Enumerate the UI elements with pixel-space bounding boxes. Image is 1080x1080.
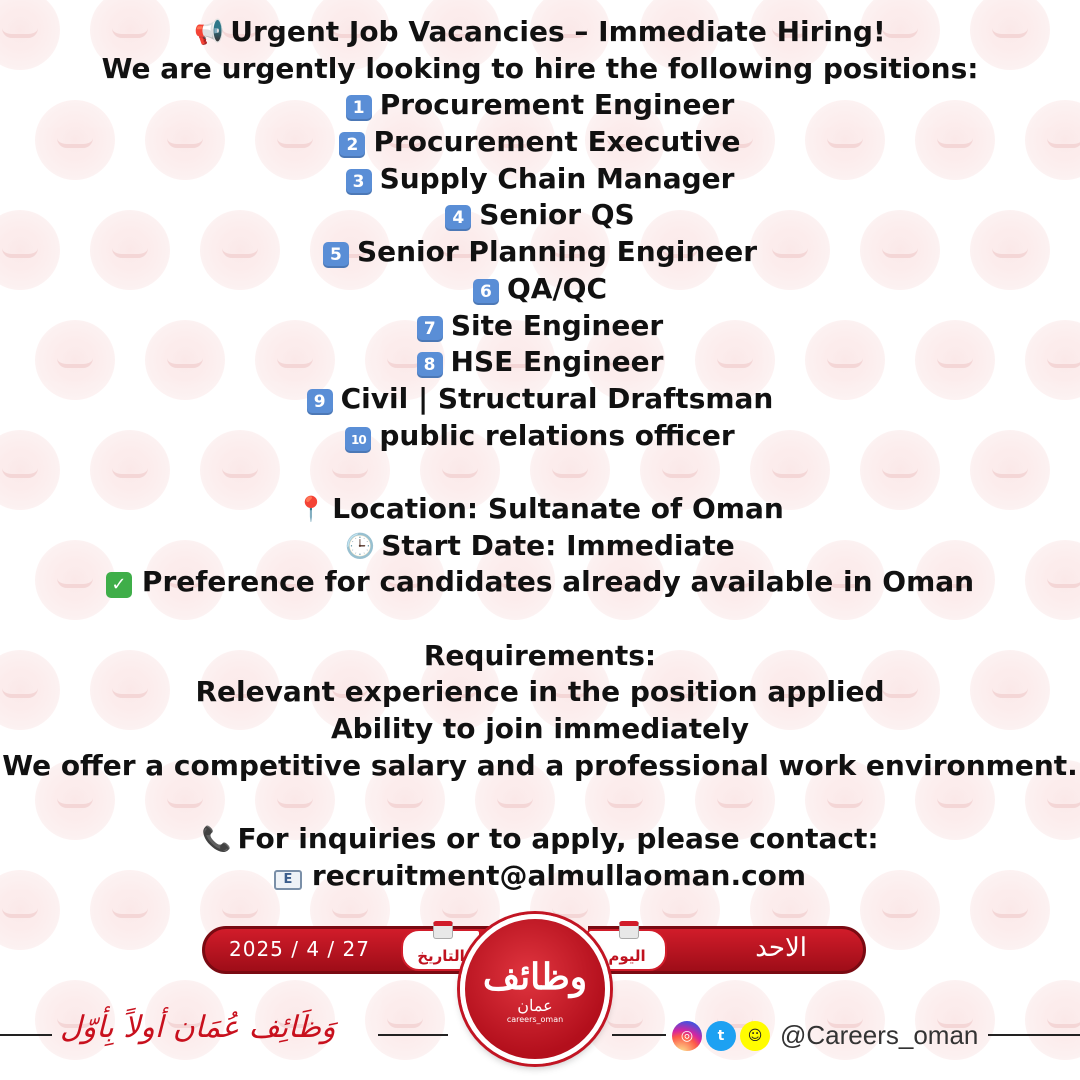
preference-line: [0, 564, 1080, 601]
instagram-icon[interactable]: ◎: [672, 1021, 702, 1051]
keycap-one-icon: 1: [346, 95, 372, 121]
keycap-ten-icon: 10: [345, 427, 371, 453]
position-title: Civil | Structural Draftsman: [340, 381, 774, 415]
location-line: [0, 491, 1080, 528]
phone-icon: 📞: [201, 825, 232, 854]
position-item: [0, 161, 1080, 198]
keycap-six-icon: 6: [473, 279, 499, 305]
divider-line: [612, 1034, 666, 1036]
preference-text: Preference for candidates already available in Oman: [141, 565, 975, 599]
position-title: HSE Engineer: [450, 345, 664, 379]
headline: Urgent Job Vacancies – Immediate Hiring!: [230, 15, 886, 48]
watermark-logo: [365, 980, 445, 1060]
day-value: الاحد: [755, 933, 807, 963]
email-icon: E: [274, 870, 302, 890]
megaphone-icon: 📢: [194, 18, 225, 46]
social-links: [672, 1020, 978, 1051]
headline-line: [0, 14, 1080, 51]
position-item: [0, 418, 1080, 455]
position-title: public relations officer: [379, 418, 735, 452]
position-item: [0, 124, 1080, 161]
divider-line: [988, 1034, 1080, 1036]
logo-sub-text: عمان: [517, 996, 553, 1015]
position-item: [0, 234, 1080, 271]
email-link[interactable]: recruitment@almullaoman.com: [311, 858, 807, 892]
start-date-text: Start Date: Immediate: [381, 528, 735, 562]
twitter-icon[interactable]: t: [706, 1021, 736, 1051]
spacer: [0, 601, 1080, 638]
clock-icon: 🕒: [345, 531, 376, 560]
position-item: [0, 87, 1080, 124]
snapchat-icon[interactable]: ☺: [740, 1021, 770, 1051]
location-text: Location: Sultanate of Oman: [332, 491, 784, 525]
job-post: [0, 14, 1080, 895]
calendar-icon: [433, 921, 453, 939]
date-tag-label: التاريخ: [417, 947, 465, 965]
check-icon: ✓: [106, 572, 132, 598]
spacer: [0, 784, 1080, 821]
slogan: وَظَائِف عُمَان أولاً بِأوّل: [60, 1010, 336, 1045]
spacer: [0, 454, 1080, 491]
logo-small-text: careers_oman: [506, 1015, 564, 1024]
date-value: 2025 / 4 / 27: [229, 937, 370, 961]
divider-line: [0, 1034, 52, 1036]
position-title: Procurement Engineer: [379, 88, 735, 122]
careers-oman-logo: [460, 914, 610, 1064]
position-title: Procurement Executive: [373, 125, 741, 159]
start-date-line: [0, 528, 1080, 565]
requirement-item: Ability to join immediately: [330, 712, 750, 746]
social-handle[interactable]: @Careers_oman: [780, 1020, 979, 1050]
requirement-item: Relevant experience in the position applied: [195, 675, 885, 709]
keycap-two-icon: 2: [339, 132, 365, 158]
keycap-five-icon: 5: [323, 242, 349, 268]
divider-line: [378, 1034, 448, 1036]
position-title: QA/QC: [506, 271, 608, 305]
pin-icon: 📍: [296, 494, 327, 523]
requirement-item: We offer a competitive salary and a professional work environment.: [2, 748, 1078, 782]
day-bar: [588, 926, 866, 974]
position-item: [0, 344, 1080, 381]
intro-line: We are urgently looking to hire the following positions:: [101, 51, 979, 85]
position-item: [0, 271, 1080, 308]
date-bar: [202, 926, 492, 974]
position-item: [0, 381, 1080, 418]
keycap-eight-icon: 8: [417, 352, 443, 378]
contact-line: [0, 821, 1080, 858]
position-title: Senior Planning Engineer: [356, 235, 758, 269]
position-title: Site Engineer: [450, 308, 664, 342]
keycap-seven-icon: 7: [417, 316, 443, 342]
position-title: Senior QS: [479, 198, 635, 232]
position-item: [0, 308, 1080, 345]
contact-prompt: For inquiries or to apply, please contact:: [237, 822, 879, 856]
requirements-heading: Requirements:: [423, 638, 657, 672]
position-title: Supply Chain Manager: [379, 161, 735, 195]
day-tag-label: اليوم: [608, 947, 646, 965]
logo-main-text: وظائف: [482, 956, 588, 998]
keycap-four-icon: 4: [445, 205, 471, 231]
position-item: [0, 197, 1080, 234]
calendar-icon: [619, 921, 639, 939]
keycap-three-icon: 3: [346, 169, 372, 195]
watermark-logo: [1025, 980, 1080, 1060]
keycap-nine-icon: 9: [307, 389, 333, 415]
email-line: [0, 858, 1080, 895]
